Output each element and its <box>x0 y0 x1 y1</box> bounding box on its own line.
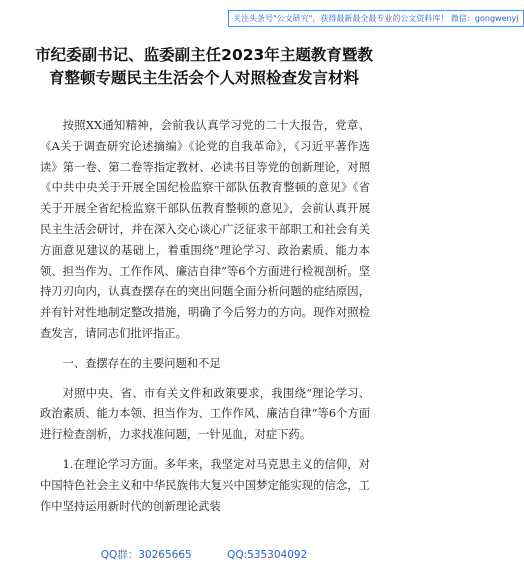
section-paragraph: 对照中央、省、市有关文件和政策要求，我围绕“理论学习、政治素质、能力本领、担当作为、工作作风、廉洁自律”等6个方面进行检查剖析，力求找准问题，一针见血，对症下药。 <box>40 386 370 442</box>
promo-banner: 关注头条号"公文研究"，获得最新最全最专业的公文资料库！ 微信：gongwenyj <box>228 10 524 27</box>
document-title: 市纪委副书记、监委副主任2023年主题教育暨教育整顿专题民主生活会个人对照检查发言材料 <box>35 46 373 87</box>
item-paragraph: 1.在理论学习方面。多年来，我坚定对马克思主义的信仰，对中国特色社会主义和中华民族伟大复兴中国梦定能实现的信念，工作中坚持运用新时代的创新理论武装 <box>40 457 370 513</box>
footer <box>0 547 408 562</box>
document-body <box>40 116 370 517</box>
section-heading: 一、查摆存在的主要问题和不足 <box>62 356 221 370</box>
footer-qq: QQ:535304092 <box>227 549 308 561</box>
footer-qq-group: QQ群：30265665 <box>100 549 192 561</box>
intro-paragraph: 按照XX通知精神，会前我认真学习党的二十大报告，党章、《A关于调查研究论述摘编》《论党的自我革命》，《习近平著作选读》第一卷、第二卷等指定教材、必读书目等党的创新理论，对照《中共中央关于开展全国纪检监察干部队伍教育整顿的意见》《省关于开展全省纪检监察干部队伍教育整顿的意见》，会前认真开展民主生活会研讨，并在深入交心谈心广泛征求干部职工和社会有关方面意见建议的基础上，着重围绕“理论学习、政治素质、能力本领、担当作为、工作作风、廉洁自律”等6个方面进行检视剖析。坚持刀刃向内，认真查摆存在的突出问题全面分析问题的症结原因，并有针对性地制定整改措施，明确了今后努力的方向。现作对照检查发言，请同志们批评指正。 <box>40 119 370 340</box>
